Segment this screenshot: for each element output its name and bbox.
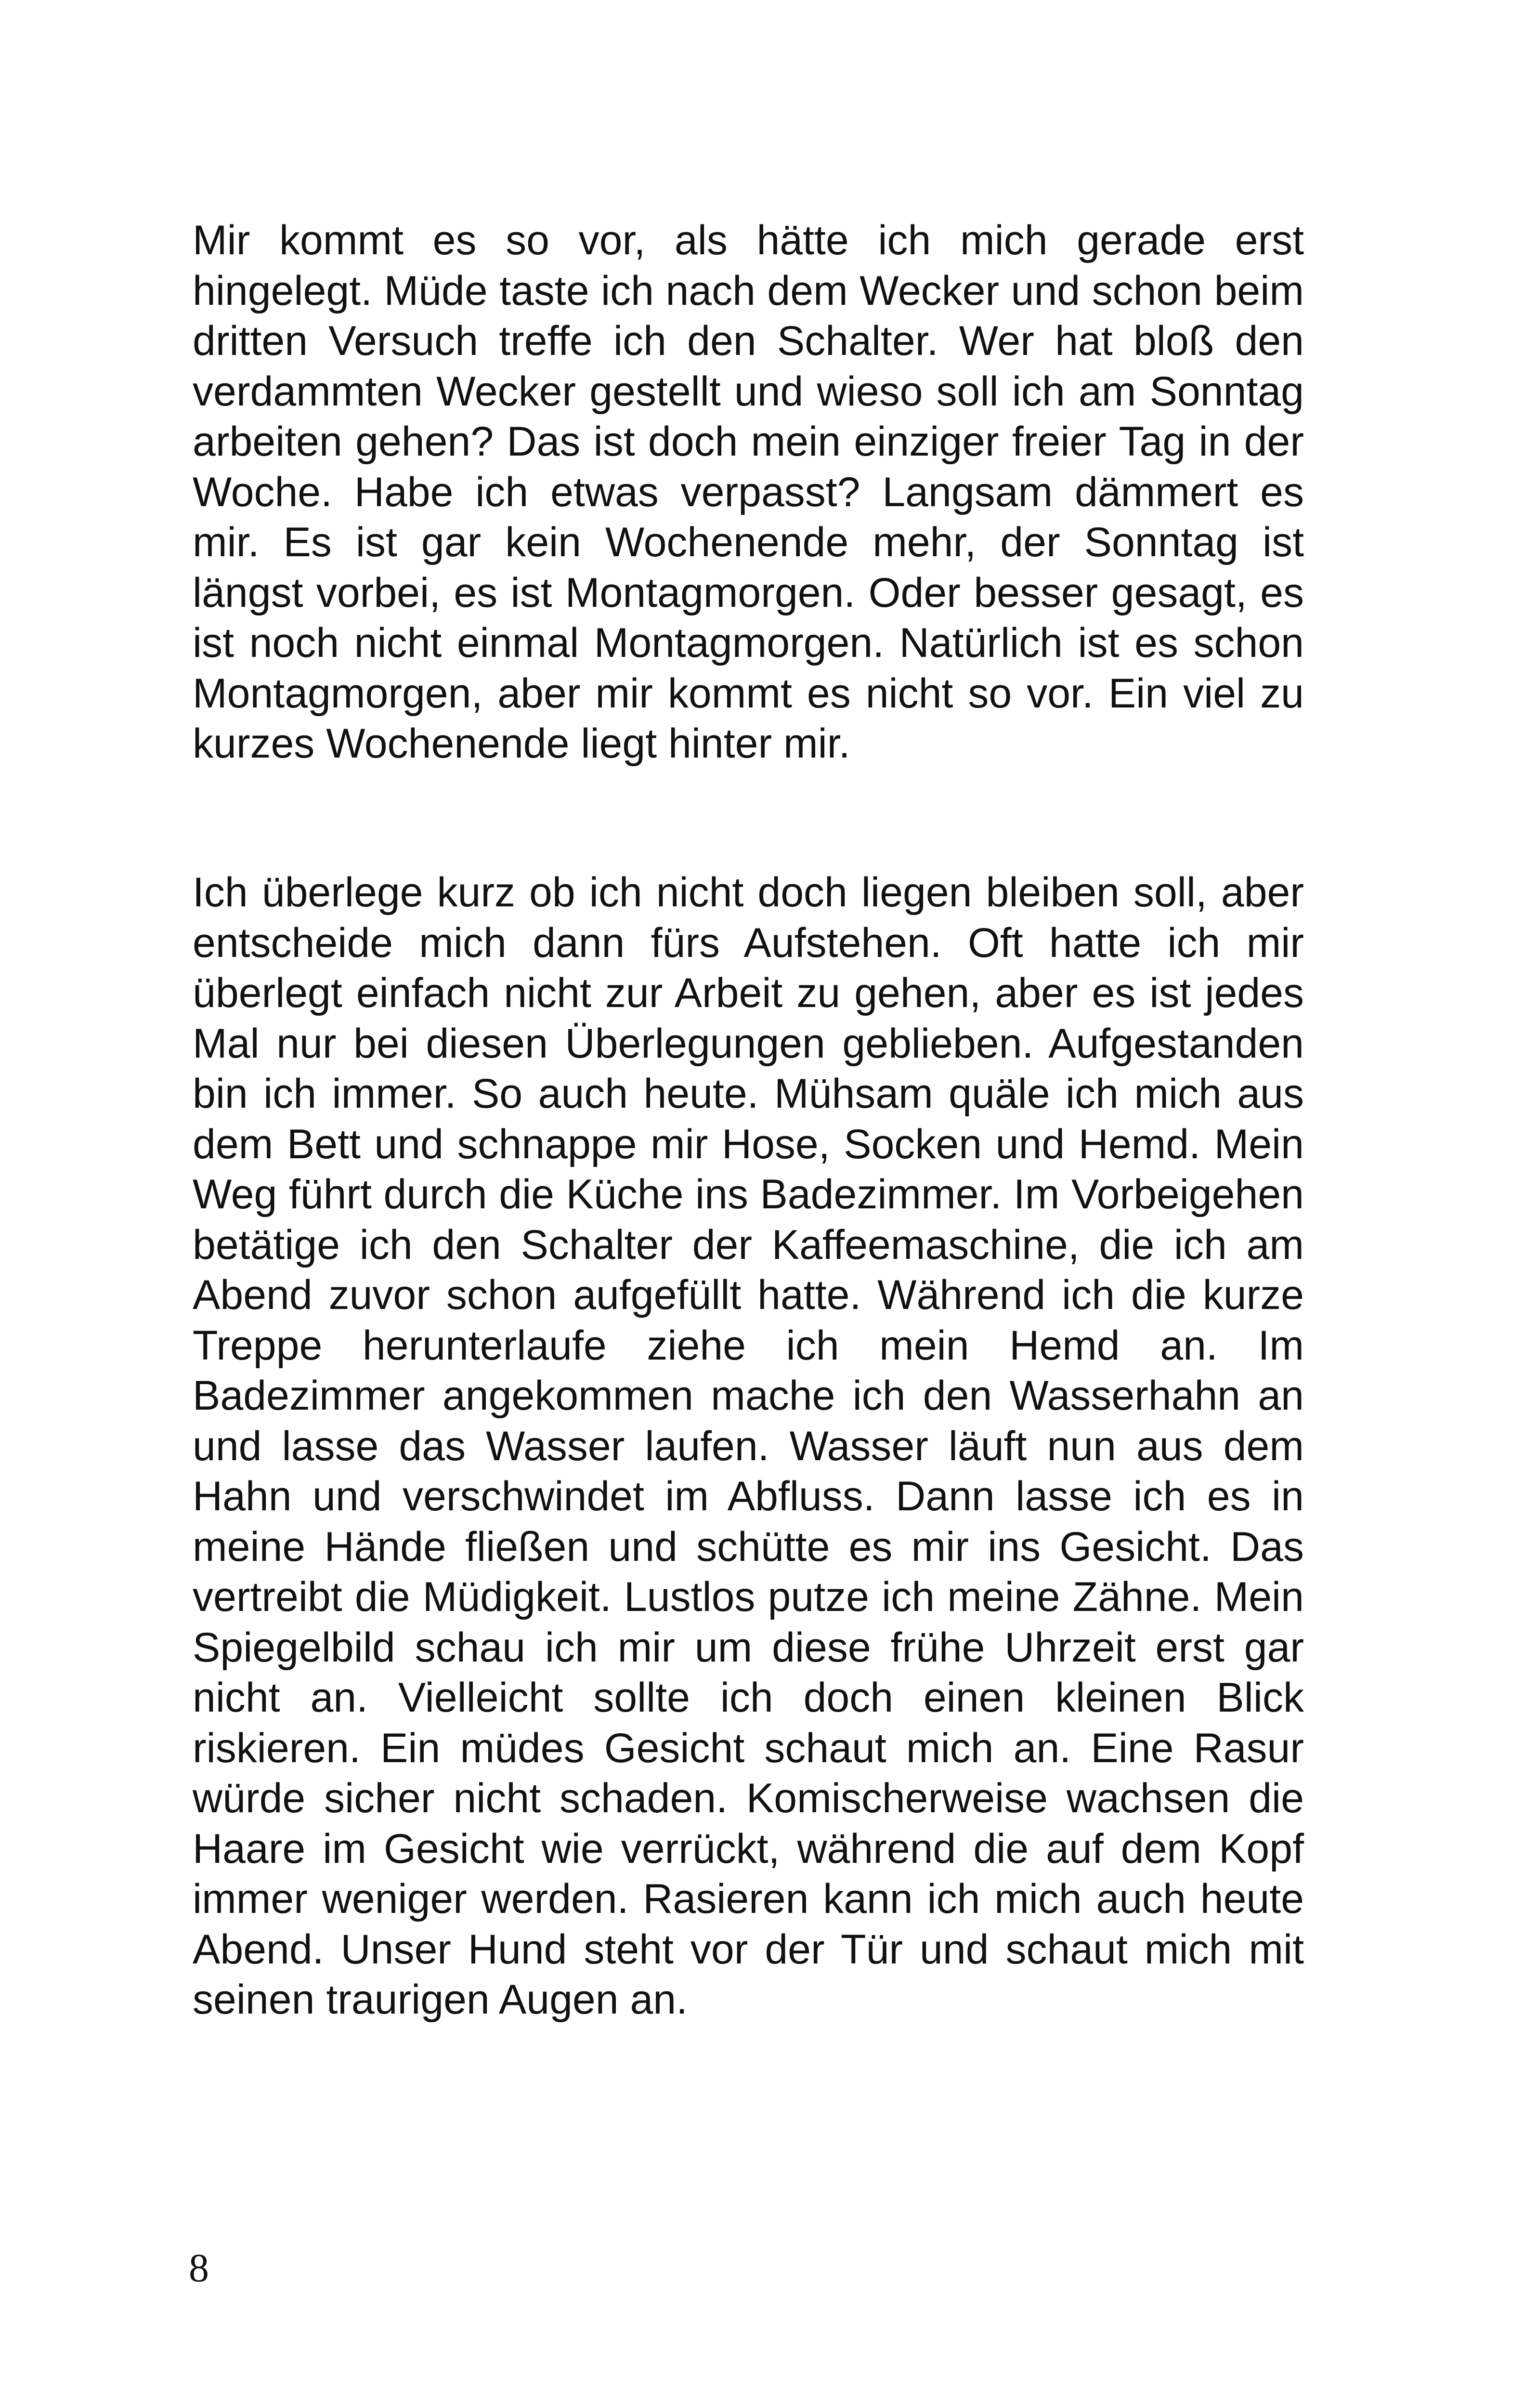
paragraph-2 — [193, 867, 1304, 2025]
page-number: 8 — [189, 2246, 209, 2290]
paragraph-1 — [193, 215, 1304, 769]
paragraph-text: Mir kommt es so vor, als hätte ich mich gerade erst hingelegt. Müde taste ich nach dem Wecker und schon beim dritten Versuch treffe ich den Schalter. Wer hat bloß den verdammten Wecker gestellt und wieso soll ich am Sonntag arbeiten gehen? Das ist doch mein einziger freier Tag in der Woche. Habe ich etwas verpasst? Langsam dämmert es mir. Es ist gar kein Wochenende mehr, der Sonntag ist längst vorbei, es ist Montagmorgen. Oder besser gesagt, es ist noch nicht einmal Montagmorgen. Natürlich ist es schon Montagmorgen, aber mir kommt es nicht so vor. Ein viel zu kurzes Wochenende liegt hinter mir. — [193, 217, 1304, 767]
paragraph-text: Ich überlege kurz ob ich nicht doch liegen bleiben soll, aber entscheide mich dann fürs Aufstehen. Oft hatte ich mir überlegt einfach nicht zur Arbeit zu gehen, aber es ist jedes Mal nur bei diesen Überlegungen geblieben. Aufgestanden bin ich immer. So auch heute. Mühsam quäle ich mich aus dem Bett und schnappe mir Hose, Socken und Hemd. Mein Weg führt durch die Küche ins Badezimmer. Im Vorbeigehen betätige ich den Schalter der Kaffeemaschine, die ich am Abend zuvor schon aufgefüllt hatte. Während ich die kurze Treppe herunterlaufe ziehe ich mein Hemd an. Im Badezimmer angekommen mache ich den Wasserhahn an und lasse das Wasser laufen. Wasser läuft nun aus dem Hahn und verschwindet im Abfluss. Dann lasse ich es in meine Hände fließen und schütte es mir ins Gesicht. Das vertreibt die Müdigkeit. Lustlos putze ich meine Zähne. Mein Spiegelbild schau ich mir um diese frühe Uhrzeit erst gar nicht an. Vielleicht sollte ich doch einen kleinen Blick riskieren. Ein müdes Gesicht schaut mich an. Eine Rasur würde sicher nicht schaden. Komischerweise wachsen die Haare im Gesicht wie verrückt, während die auf dem Kopf immer weniger werden. Rasieren kann ich mich auch heute Abend. Unser Hund steht vor der Tür und schaut mich mit seinen traurigen Augen an. — [193, 869, 1304, 2023]
